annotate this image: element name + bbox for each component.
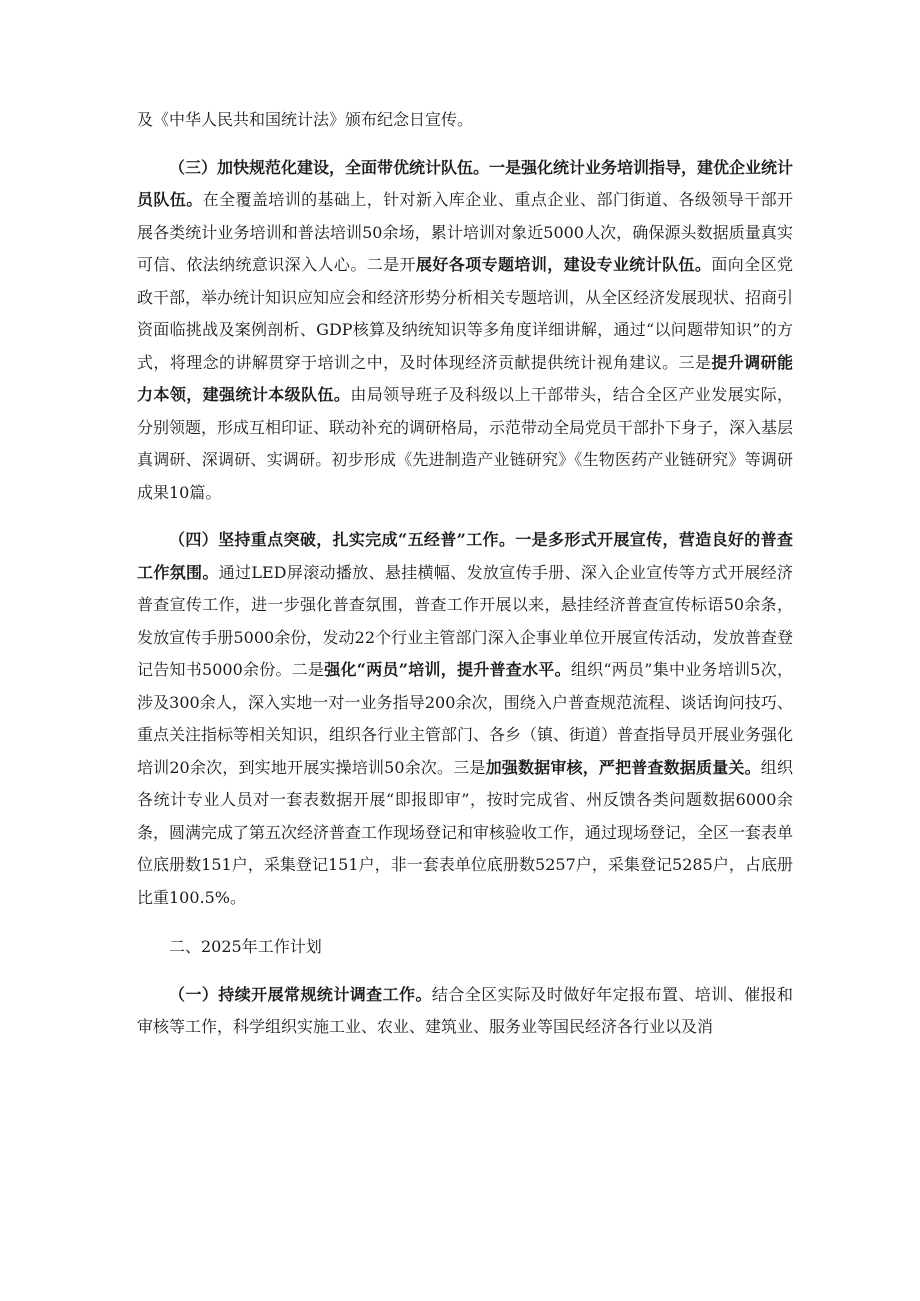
bold-phrase: 提升调研能力本领，建强统计本级队伍。	[137, 352, 793, 404]
paragraph-text: 组织“两员”集中业务培训5次，涉及300余人，深入实地一对一业务指导200余次，围绕入户普查规范流程、谈话询问技巧、重点关注指标等相关知识，组织各行业主管部门、各乡（镇、街道）普查指导员开展业务强化培训20余次，到实地开展实操培训50余次。三是	[137, 660, 794, 777]
paragraph-text: 在全覆盖培训的基础上，针对新入库企业、重点企业、部门街道、各级领导干部开展各类统计业务培训和普法培训50余场，累计培训对象近5000人次，确保源头数据质量真实可信、依法纳统意识深入人心。二是开	[137, 190, 793, 274]
bold-heading: （一）持续开展常规统计调查工作。	[169, 984, 432, 1004]
paragraph-text: 及《中华人民共和国统计法》颁布纪念日宣传。	[137, 110, 474, 129]
section-heading-work-plan	[137, 931, 793, 964]
bold-heading: （四）坚持重点突破，扎实完成“五经普”工作。一是多形式开展宣传，营造良好的普查工作氛围。	[137, 530, 793, 582]
document-page	[137, 104, 793, 1044]
paragraph-section-4	[137, 524, 793, 914]
paragraph-section-3	[137, 152, 793, 510]
bold-phrase: 加强数据审核，严把普查数据质量关。	[485, 757, 761, 777]
heading-text: 二、2025年工作计划	[169, 937, 322, 956]
bold-heading: （三）加快规范化建设，全面带优统计队伍。一是强化统计业务培训指导，建优企业统计员队伍。	[137, 157, 794, 209]
bold-phrase: 强化“两员”培训，提升普查水平。	[324, 660, 571, 679]
paragraph-text: 面向全区党政干部，举办统计知识应知应会和经济形势分析相关专题培训，从全区经济发展现状、招商引资面临挑战及案例剖析、GDP核算及纳统知识等多角度详细讲解，通过“以问题带知识”的方式，将理念的讲解贯穿于培训之中，及时体现经济贡献提供统计视角建议。三是	[137, 255, 794, 372]
bold-phrase: 展好各项专题培训，建设专业统计队伍。	[415, 255, 712, 274]
paragraph-text: 通过LED屏滚动播放、悬挂横幅、发放宣传手册、深入企业宣传等方式开展经济普查宣传工作，进一步强化普查氛围，普查工作开展以来，悬挂经济普查宣传标语50余条，发放宣传手册5000余份，发动22个行业主管部门深入企事业单位开展宣传活动，发放普查登记告知书5000余份。二是	[137, 562, 793, 679]
paragraph-text: 由局领导班子及科级以上干部带头，结合全区产业发展实际，分别领题，形成互相印证、联动补充的调研格局，示范带动全局党员干部扑下身子，深入基层真调研、深调研、实调研。初步形成《先进制造产业链研究》《生物医药产业链研究》等调研成果10篇。	[137, 385, 794, 502]
paragraph-plan-1	[137, 979, 793, 1044]
paragraph-text: 结合全区实际及时做好年定报布置、培训、催报和审核等工作，科学组织实施工业、农业、建筑业、服务业等国民经济各行业以及消	[137, 984, 793, 1036]
paragraph-text: 组织各统计专业人员对一套表数据开展“即报即审”，按时完成省、州反馈各类问题数据6000余条，圆满完成了第五次经济普查工作现场登记和审核验收工作，通过现场登记，全区一套表单位底册数151户，采集登记151户，非一套表单位底册数5257户，采集登记5285户，占底册比重100.5%。	[137, 757, 794, 907]
paragraph-continuation	[137, 104, 793, 137]
